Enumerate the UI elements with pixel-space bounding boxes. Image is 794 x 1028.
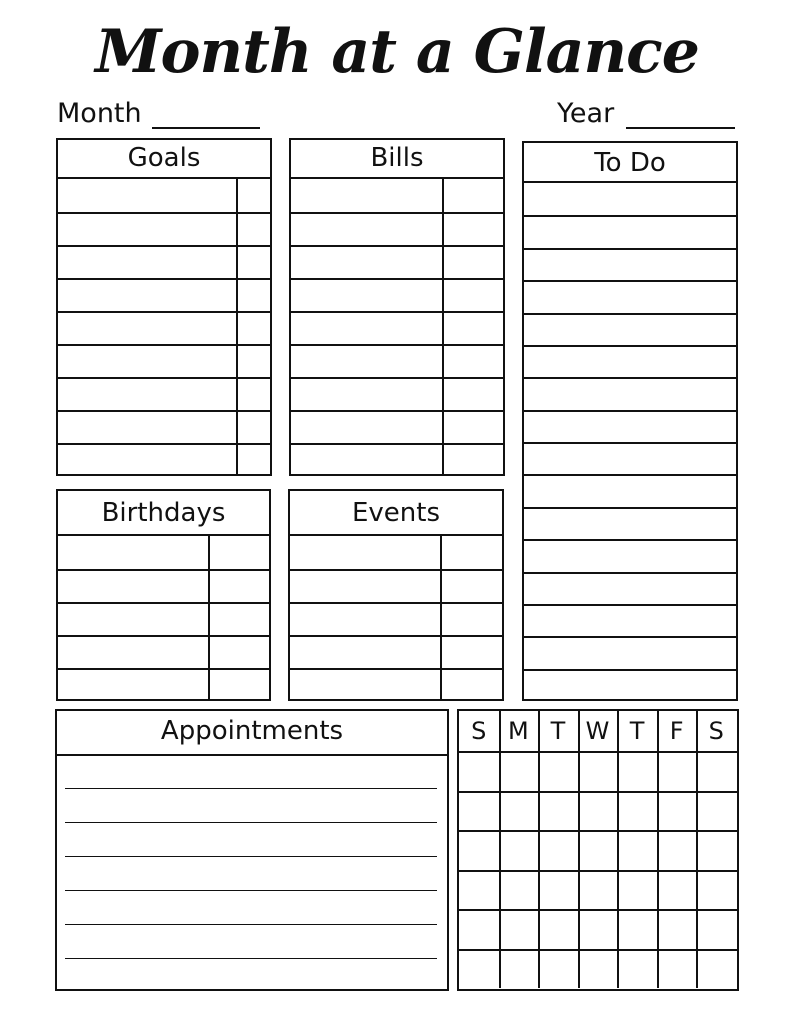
appointment-line[interactable] [65, 958, 437, 959]
calendar-day-cell[interactable] [538, 909, 578, 949]
calendar-day-cell[interactable] [617, 870, 657, 910]
bills-row-line[interactable] [291, 278, 503, 280]
calendar-day-cell[interactable] [657, 791, 697, 831]
goals-checkbox-column[interactable] [236, 179, 238, 476]
goals-box [56, 138, 272, 476]
calendar-day-cell[interactable] [499, 870, 539, 910]
calendar-day-cell[interactable] [657, 949, 697, 989]
birthdays-header: Birthdays [58, 491, 269, 536]
events-checkbox-column[interactable] [440, 536, 442, 701]
birthdays-row-line[interactable] [58, 635, 269, 637]
birthdays-row-line[interactable] [58, 569, 269, 571]
calendar-day-cell[interactable] [538, 870, 578, 910]
calendar-day-cell[interactable] [696, 949, 736, 989]
calendar-day-cell[interactable] [578, 791, 618, 831]
calendar-day-cell[interactable] [578, 830, 618, 870]
calendar-day-cell[interactable] [499, 949, 539, 989]
calendar-day-cell[interactable] [657, 751, 697, 791]
weekday-label: M [507, 717, 529, 745]
goals-row-line[interactable] [58, 410, 270, 412]
calendar-day-cell[interactable] [657, 830, 697, 870]
calendar-day-cell[interactable] [499, 830, 539, 870]
goals-row-line[interactable] [58, 377, 270, 379]
events-row-line[interactable] [290, 635, 502, 637]
events-row-line[interactable] [290, 602, 502, 604]
mini-calendar [457, 709, 739, 991]
weekday-label: W [585, 717, 610, 745]
calendar-day-cell[interactable] [459, 870, 499, 910]
calendar-day-cell[interactable] [459, 791, 499, 831]
bills-checkbox-column[interactable] [442, 179, 444, 476]
events-row-line[interactable] [290, 668, 502, 670]
calendar-day-cell[interactable] [499, 751, 539, 791]
birthdays-checkbox-column[interactable] [208, 536, 210, 701]
weekday-label: T [629, 717, 645, 745]
todo-row-line[interactable] [524, 345, 736, 347]
birthdays-row-line[interactable] [58, 602, 269, 604]
weekday-label: F [669, 717, 684, 745]
todo-row-line[interactable] [524, 442, 736, 444]
calendar-day-cell[interactable] [499, 909, 539, 949]
weekday-label: T [550, 717, 566, 745]
bills-row-line[interactable] [291, 377, 503, 379]
appointments-box [55, 709, 449, 991]
calendar-day-cell[interactable] [617, 830, 657, 870]
todo-row-line[interactable] [524, 280, 736, 282]
page-title: Month at a Glance [95, 17, 699, 87]
calendar-day-cell[interactable] [538, 791, 578, 831]
calendar-day-cell[interactable] [499, 791, 539, 831]
todo-row-line[interactable] [524, 507, 736, 509]
todo-row-line[interactable] [524, 572, 736, 574]
weekday-label: S [708, 717, 724, 745]
calendar-day-cell[interactable] [459, 909, 499, 949]
month-field [57, 100, 142, 127]
bills-row-line[interactable] [291, 344, 503, 346]
goals-row-line[interactable] [58, 443, 270, 445]
goals-header: Goals [58, 140, 270, 179]
todo-row-line[interactable] [524, 377, 736, 379]
todo-row-line[interactable] [524, 474, 736, 476]
todo-row-line[interactable] [524, 636, 736, 638]
calendar-day-cell[interactable] [578, 909, 618, 949]
calendar-day-cell[interactable] [578, 870, 618, 910]
appointment-line[interactable] [65, 924, 437, 925]
weekday-label: S [471, 717, 487, 745]
calendar-day-cell[interactable] [696, 909, 736, 949]
goals-row-line[interactable] [58, 278, 270, 280]
calendar-day-cell[interactable] [538, 830, 578, 870]
year-field [557, 100, 614, 127]
todo-row-line[interactable] [524, 215, 736, 217]
todo-row-line[interactable] [524, 313, 736, 315]
calendar-day-cell[interactable] [459, 949, 499, 989]
appointment-line[interactable] [65, 822, 437, 823]
calendar-day-cell[interactable] [617, 791, 657, 831]
events-box [288, 489, 504, 701]
calendar-day-cell[interactable] [617, 909, 657, 949]
calendar-day-cell[interactable] [657, 909, 697, 949]
calendar-day-cell[interactable] [657, 870, 697, 910]
events-header: Events [290, 491, 502, 536]
goals-row-line[interactable] [58, 245, 270, 247]
bills-row-line[interactable] [291, 245, 503, 247]
calendar-day-cell[interactable] [459, 830, 499, 870]
calendar-day-cell[interactable] [538, 751, 578, 791]
events-row-line[interactable] [290, 569, 502, 571]
calendar-day-cell[interactable] [617, 949, 657, 989]
bills-row-line[interactable] [291, 410, 503, 412]
todo-row-line[interactable] [524, 410, 736, 412]
appointments-header: Appointments [57, 711, 447, 756]
goals-row-line[interactable] [58, 212, 270, 214]
todo-box [522, 141, 738, 701]
bills-box [289, 138, 505, 476]
goals-row-line[interactable] [58, 344, 270, 346]
calendar-day-cell[interactable] [696, 830, 736, 870]
calendar-day-cell[interactable] [617, 751, 657, 791]
calendar-day-cell[interactable] [538, 949, 578, 989]
appointment-line[interactable] [65, 890, 437, 891]
goals-row-line[interactable] [58, 311, 270, 313]
todo-row-line[interactable] [524, 248, 736, 250]
birthdays-box [56, 489, 271, 701]
bills-row-line[interactable] [291, 212, 503, 214]
bills-row-line[interactable] [291, 443, 503, 445]
month-blank-line[interactable] [152, 127, 260, 129]
todo-row-line[interactable] [524, 539, 736, 541]
year-label: Year [557, 98, 615, 129]
todo-row-line[interactable] [524, 669, 736, 671]
calendar-day-cell[interactable] [696, 791, 736, 831]
month-label: Month [57, 98, 142, 129]
bills-row-line[interactable] [291, 311, 503, 313]
todo-row-line[interactable] [524, 604, 736, 606]
year-blank-line[interactable] [626, 127, 735, 129]
calendar-day-cell[interactable] [578, 949, 618, 989]
todo-header: To Do [524, 143, 736, 183]
birthdays-row-line[interactable] [58, 668, 269, 670]
calendar-day-cell[interactable] [459, 751, 499, 791]
appointment-line[interactable] [65, 788, 437, 789]
calendar-day-cell[interactable] [696, 751, 736, 791]
calendar-day-cell[interactable] [696, 870, 736, 910]
calendar-day-cell[interactable] [578, 751, 618, 791]
appointment-line[interactable] [65, 856, 437, 857]
bills-header: Bills [291, 140, 503, 179]
